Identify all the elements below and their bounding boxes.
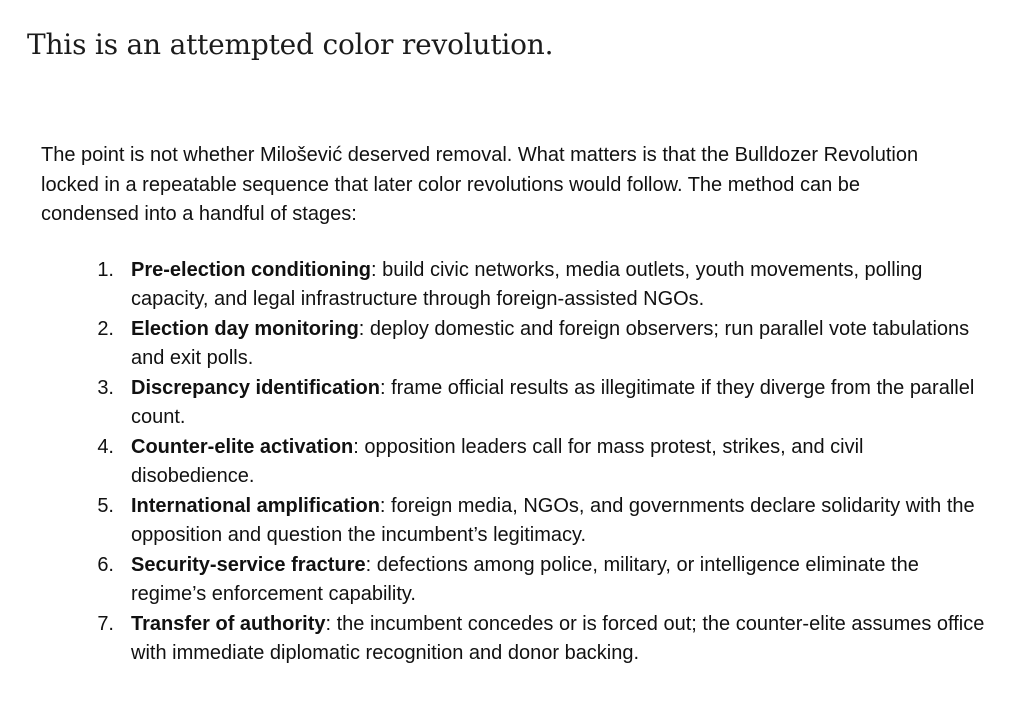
list-item-term: Counter-elite activation: [131, 435, 354, 458]
list-item-text: : build civic networks, media outlets, youth movements, polling capacity, and legal infrastructure through foreign-assisted NGOs.: [131, 258, 923, 310]
list-item-term: Election day monitoring: [131, 317, 359, 340]
list-item-number: 1.: [97, 258, 114, 281]
list-item: [41, 551, 991, 610]
list-item-term: Transfer of authority: [131, 612, 326, 635]
list-item-body: [114, 433, 991, 492]
list-item-text: : deploy domestic and foreign observers; run parallel vote tabulations and exit polls.: [131, 317, 970, 369]
list-item-text: : frame official results as illegitimate if they diverge from the parallel count.: [131, 376, 975, 428]
list-item: [41, 433, 991, 492]
list-item-body: [114, 256, 991, 315]
list-item-number: 4.: [97, 435, 114, 458]
list-item-term: Security-service fracture: [131, 553, 366, 576]
list-item-number: 6.: [97, 553, 114, 576]
list-item-number: 5.: [97, 494, 114, 517]
list-item: [41, 315, 991, 374]
list-item-number: 7.: [97, 612, 114, 635]
list-item-body: [114, 374, 991, 433]
list-item-body: [114, 315, 991, 374]
page-heading: This is an attempted color revolution.: [27, 28, 554, 61]
list-item-number: 2.: [97, 317, 114, 340]
list-item-body: [114, 551, 991, 610]
list-item-number: 3.: [97, 376, 114, 399]
list-item: [41, 256, 991, 315]
stages-list: [41, 256, 991, 669]
list-item-text: : the incumbent concedes or is forced out; the counter-elite assumes office with immediate diplomatic recognition and donor backing.: [131, 612, 985, 664]
list-item-term: International amplification: [131, 494, 380, 517]
intro-paragraph: The point is not whether Milošević deserved removal. What matters is that the Bulldozer Revolution locked in a repeatable sequence that later color revolutions would follow. The method can be condensed into a handful of stages:: [41, 144, 919, 225]
list-item: [41, 374, 991, 433]
list-item-term: Pre-election conditioning: [131, 258, 372, 281]
list-item-body: [114, 610, 991, 669]
list-item: [41, 610, 991, 669]
list-item-text: : foreign media, NGOs, and governments declare solidarity with the opposition and question the incumbent’s legitimacy.: [131, 494, 975, 546]
list-item-body: [114, 492, 991, 551]
list-item-term: Discrepancy identification: [131, 376, 380, 399]
list-item-text: : opposition leaders call for mass protest, strikes, and civil disobedience.: [131, 435, 864, 487]
list-item: [41, 492, 991, 551]
list-item-text: : defections among police, military, or intelligence eliminate the regime’s enforcement capability.: [131, 553, 919, 605]
quoted-excerpt: [41, 141, 991, 669]
